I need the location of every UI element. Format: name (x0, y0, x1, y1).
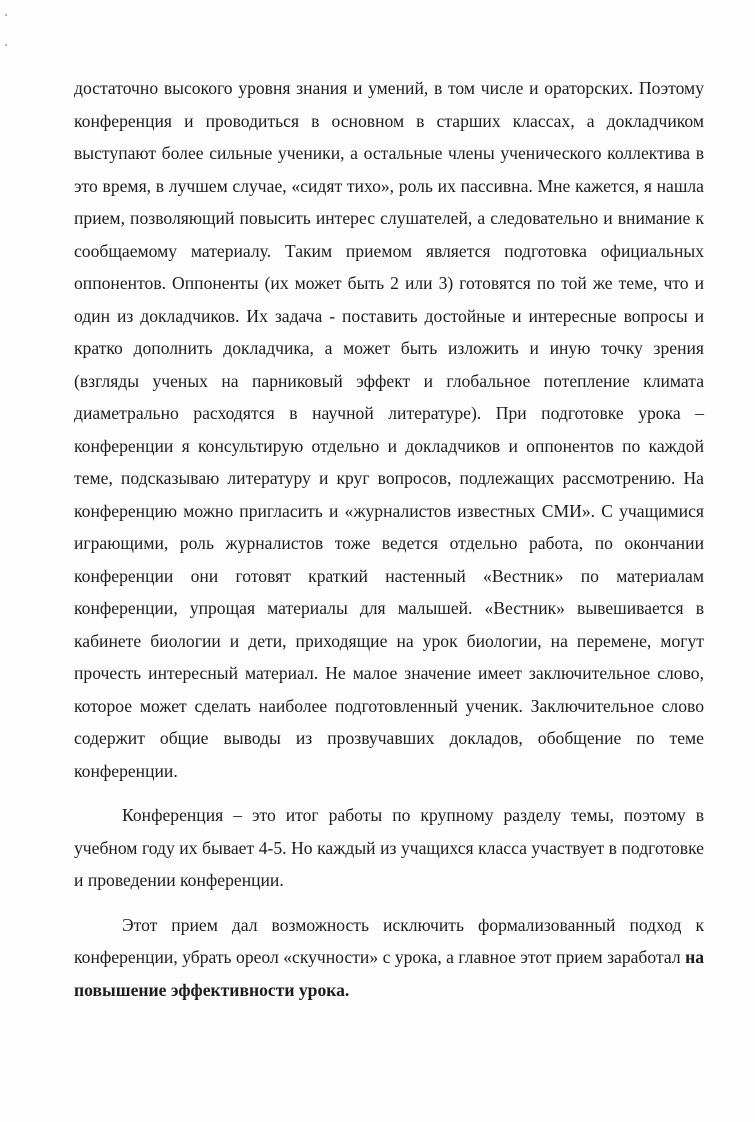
scan-speck (5, 14, 7, 16)
scan-speck (5, 44, 7, 46)
paragraph-3-text: Этот прием дал возможность исключить формализованный подход к конференции, убрать ореол «скучности» с урока, а главное этот прием заработал (74, 914, 704, 967)
paragraph-1: достаточно высокого уровня знания и умений, в том числе и ораторских. Поэтому конференция и проводиться в основном в старших классах, а докладчиком выступают более сильные ученики, а остальные члены ученического коллектива в это время, в лучшем случае, «сидят тихо», роль их пассивна. Мне кажется, я нашла прием, позволяющий повысить интерес слушателей, а следовательно и внимание к сообщаемому материалу. Таким приемом является подготовка официальных оппонентов. Оппоненты (их может быть 2 или 3) готовятся по той же теме, что и один из докладчиков. Их задача - поставить достойные и интересные вопросы и кратко дополнить докладчика, а может быть изложить и иную точку зрения (взгляды ученых на парниковый эффект и глобальное потепление климата диаметрально расходятся в научной литературе). При подготовке урока – конференции я консультирую отдельно и докладчиков и оппонентов по каждой теме, подсказываю литературу и круг вопросов, подлежащих рассмотрению. На конференцию можно пригласить и «журналистов известных СМИ». С учащимися играющими, роль журналистов тоже ведется отдельно работа, по окончании конференции они готовят краткий настенный «Вестник» по материалам конференции, упрощая материалы для малышей. «Вестник» вывешивается в кабинете биологии и дети, приходящие на урок биологии, на перемене, могут прочесть интересный материал. Не малое значение имеет заключительное слово, которое может сделать наиболее подготовленный ученик. Заключительное слово содержит общие выводы из прозвучавших докладов, обобщение по теме конференции. (74, 78, 704, 781)
document-body (74, 72, 704, 1006)
paragraph-3-bold-text: на повышение эффективности урока. (74, 947, 704, 1000)
paragraph-3 (74, 909, 704, 1007)
paragraph-2: Конференция – это итог работы по крупному разделу темы, поэтому в учебном году их бывает 4-5. Но каждый из учащихся класса участвует в подготовке и проведении конференции. (74, 805, 704, 890)
